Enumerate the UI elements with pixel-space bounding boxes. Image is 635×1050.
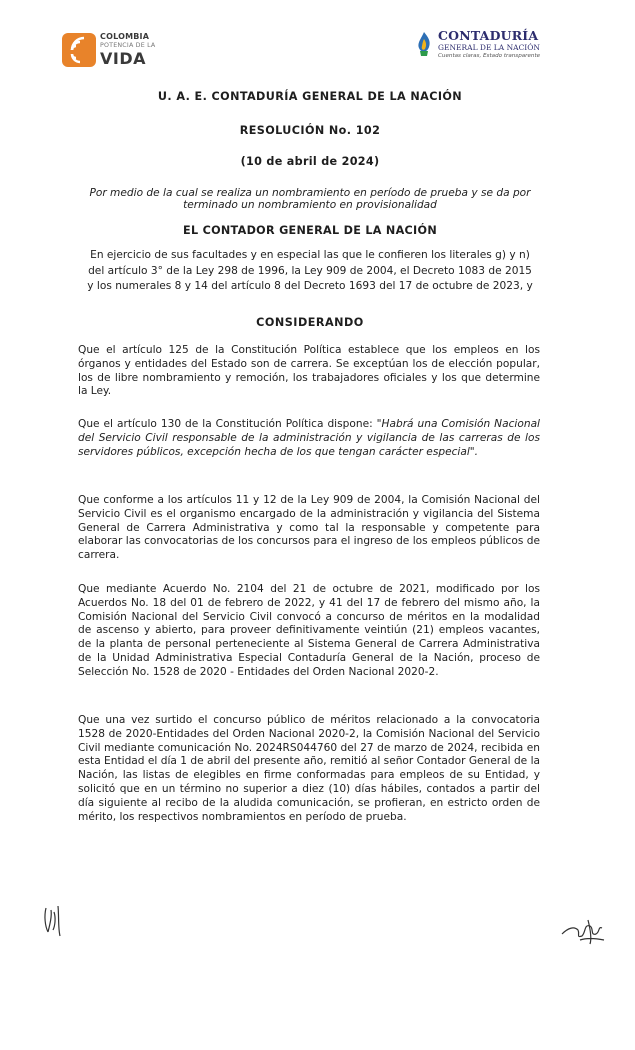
logo-right-line3: Cuentas claras, Estado transparente — [438, 53, 541, 59]
initials-signature-icon — [40, 900, 70, 940]
resolution-date: (10 de abril de 2024) — [240, 155, 380, 168]
entity-title: U. A. E. CONTADURÍA GENERAL DE LA NACIÓN — [157, 90, 463, 103]
logo-left-line3: VIDA — [100, 49, 146, 68]
paragraph-article-130-intro: Que el artículo 130 de la Constitución Política dispone: — [78, 418, 377, 430]
handwritten-signature-icon — [560, 910, 608, 948]
resolution-number: RESOLUCIÓN No. 102 — [239, 124, 381, 137]
colombia-sound-wave-icon — [62, 33, 96, 67]
paragraph-acuerdo-2104: Que mediante Acuerdo No. 2104 del 21 de octubre de 2021, modificado por los Acuerdos No. 18 del 01 de febrero de 2022, y 41 del 17 de febrero del mismo año, la Comisión Nacional del Servicio Civil convocó a concurso de méritos en la modalidad de ascenso y abierto, para proveer definitivamente veintiún (21) empleos vacantes, de la planta de personal perteneciente al Sistema General de Carrera Administrativa de la Unidad Administrativa Especial Contaduría General de la Nación, proceso de Selección No. 1528 de 2020 - Entidades del Orden Nacional 2020-2. — [78, 583, 540, 678]
logo-right-line2: GENERAL DE LA NACIÓN — [438, 43, 540, 52]
colombia-potencia-logo — [62, 32, 172, 70]
logo-left-line2: POTENCIA DE LA — [100, 42, 156, 49]
paragraph-article-130 — [78, 418, 540, 459]
paragraph-article-130-quote: "Habrá una Comisión Nacional del Servicio Civil responsable de la administración y vigilancia de las carreras de los servidores públicos, excepción hecha de los que tengan carácter especial". — [78, 418, 541, 458]
contaduria-flame-icon — [415, 31, 433, 57]
considering-heading: CONSIDERANDO — [256, 316, 364, 329]
paragraph-ley-909: Que conforme a los artículos 11 y 12 de la Ley 909 de 2004, la Comisión Nacional del Servicio Civil es el organismo encargado de la administración y vigilancia del Sistema General de Carrera Administrativa y como tal la responsable y competente para elaborar las convocatorias de los concursos para el ingreso de los empleos públicos de carrera. — [78, 494, 540, 562]
official-title: EL CONTADOR GENERAL DE LA NACIÓN — [183, 224, 437, 237]
legal-powers: En ejercicio de sus facultades y en especial las que le confieren los literales g) y n) del artículo 3° de la Ley 298 de 1996, la Ley 909 de 2004, el Decreto 1083 de 2015 y los numerales 8 y 14 del artículo 8 del Decreto 1693 del 17 de octubre de 2023, y — [87, 249, 533, 292]
contaduria-logo — [415, 29, 555, 67]
logo-left-line1: COLOMBIA — [100, 32, 150, 41]
paragraph-article-125: Que el artículo 125 de la Constitución Política establece que los empleos en los órganos y entidades del Estado son de carrera. Se exceptúan los de elección popular, los de libre nombramiento y remoción, los trabajadores oficiales y los que determine la Ley. — [78, 344, 540, 398]
paragraph-concurso-1528: Que una vez surtido el concurso público de méritos relacionado a la convocatoria 1528 de 2020-Entidades del Orden Nacional 2020-2, la Comisión Nacional del Servicio Civil mediante comunicación No. 2024RS044760 del 27 de marzo de 2024, recibida en esta Entidad el día 1 de abril del presente año, remitió al señor Contador General de la Nación, las listas de elegibles en firme conformadas para empleos de su Entidad, y solicitó que en un término no superior a diez (10) días hábiles, contados a partir del día siguiente al recibo de la aludida comunicación, se profieran, en estricto orden de mérito, los respectivos nombramientos en período de prueba. — [78, 714, 540, 823]
resolution-subject: Por medio de la cual se realiza un nombramiento en período de prueba y se da por terminado un nombramiento en provisionalidad — [89, 187, 531, 211]
logo-right-line1: CONTADURÍA — [438, 28, 539, 43]
